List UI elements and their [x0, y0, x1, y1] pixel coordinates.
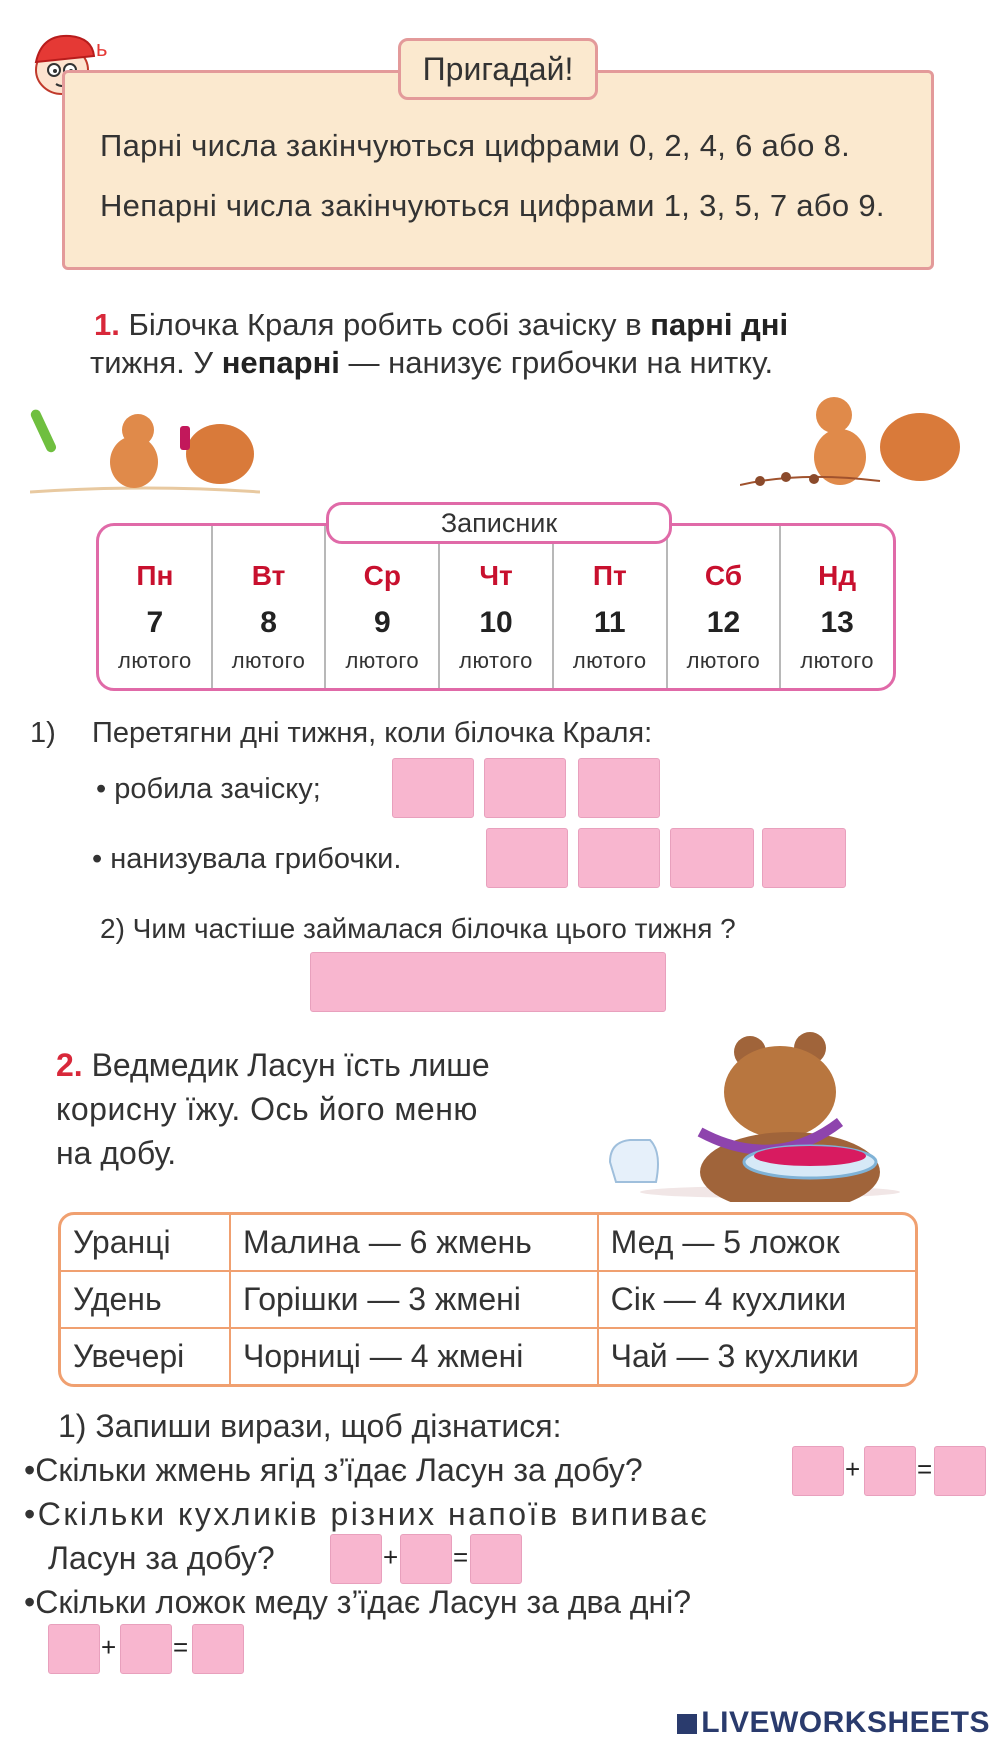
question-honey: •Скільки ложок меду з’їдає Ласун за два дні? [24, 1584, 692, 1620]
honey-term-1-input[interactable] [48, 1624, 100, 1674]
notebook-day-mon: Пн 7 лютого [99, 526, 213, 688]
drop-zone-hairdo-1[interactable] [392, 758, 474, 818]
menu-drink: Чай — 3 кухлики [598, 1328, 915, 1384]
drop-zone-mushrooms-1[interactable] [486, 828, 568, 888]
table-row [61, 1215, 915, 1271]
menu-time: Уранці [61, 1215, 230, 1271]
plus-sign: + [101, 1632, 117, 1662]
task2-line1: 2. Ведмедик Ласун їсть лише [56, 1047, 490, 1083]
drop-zone-hairdo-2[interactable] [484, 758, 566, 818]
task2-number: 2. [56, 1047, 83, 1083]
svg-text:ь: ь [96, 36, 108, 61]
notebook-day-fri: Пт 11 лютого [554, 526, 668, 688]
rule-odd: Непарні числа закінчуються цифрами 1, 3, 5, 7 або 9. [100, 188, 885, 223]
rule-even: Парні числа закінчуються цифрами 0, 2, 4, 6 або 8. [100, 128, 851, 163]
question-berries: •Скільки жмень ягід з’їдає Ласун за добу? [24, 1452, 643, 1488]
notebook-day-sat: Сб 12 лютого [668, 526, 782, 688]
notebook-day-sun: Нд 13 лютого [800, 560, 875, 673]
equals-sign: = [917, 1454, 933, 1484]
menu-table [58, 1212, 918, 1387]
plus-sign: + [383, 1542, 399, 1572]
notebook-table [96, 523, 896, 691]
menu-food: Чорниці — 4 жмені [230, 1328, 598, 1384]
task2-line3: на добу. [56, 1135, 177, 1171]
bullet-hairdo: • робила зачіску; [96, 773, 321, 805]
notebook-day-tue: Вт 8 лютого [213, 526, 327, 688]
drop-zone-mushrooms-4[interactable] [762, 828, 846, 888]
equals-sign: = [173, 1632, 189, 1662]
liveworksheets-logo: LIVEWORKSHEETS [677, 1706, 990, 1740]
menu-drink: Сік — 4 кухлики [598, 1271, 915, 1328]
drop-zone-answer[interactable] [310, 952, 666, 1012]
bear-eating-icon [600, 1022, 930, 1202]
menu-food: Горішки — 3 жмені [230, 1271, 598, 1328]
question-drinks-line2: Ласун за добу? [48, 1540, 275, 1576]
berries-result-input[interactable] [934, 1446, 986, 1496]
notebook-title: Записник [326, 502, 672, 544]
notebook-day-wed: Ср 9 лютого [326, 526, 440, 688]
drop-zone-hairdo-3[interactable] [578, 758, 660, 818]
logo-icon [677, 1714, 697, 1734]
honey-result-input[interactable] [192, 1624, 244, 1674]
menu-food: Малина — 6 жмень [230, 1215, 598, 1271]
bullet-mushrooms: • нанизувала грибочки. [92, 843, 402, 875]
drop-zone-mushrooms-3[interactable] [670, 828, 754, 888]
task1-line1: 1. Білочка Краля робить собі зачіску в парні дні [94, 307, 789, 342]
notebook-day-thu: Чт 10 лютого [440, 526, 554, 688]
task1-sub2-text: 2) Чим частіше займалася білочка цього тижня ? [100, 913, 736, 944]
task2-line2: корисну їжу. Ось його меню [56, 1091, 478, 1127]
task1-number: 1. [94, 307, 120, 342]
drop-zone-mushrooms-2[interactable] [578, 828, 660, 888]
remember-title: Пригадай! [398, 38, 598, 100]
table-row [61, 1328, 915, 1384]
berries-term-2-input[interactable] [864, 1446, 916, 1496]
plus-sign: + [845, 1454, 861, 1484]
drinks-term-1-input[interactable] [330, 1534, 382, 1584]
menu-drink: Мед — 5 ложок [598, 1215, 915, 1271]
menu-time: Увечері [61, 1328, 230, 1384]
equals-sign: = [453, 1542, 469, 1572]
squirrel-mushrooms-icon [740, 385, 980, 500]
remember-box [62, 70, 934, 270]
task1-sub1-text: Перетягни дні тижня, коли білочка Краля: [92, 717, 653, 749]
squirrel-brush-icon [30, 400, 260, 500]
table-row [61, 1271, 915, 1328]
drinks-term-2-input[interactable] [400, 1534, 452, 1584]
task1-line2: тижня. У непарні — нанизує грибочки на нитку. [90, 345, 774, 380]
honey-term-2-input[interactable] [120, 1624, 172, 1674]
task1-sub1-label: 1) [30, 717, 56, 749]
berries-term-1-input[interactable] [792, 1446, 844, 1496]
task2-sub1-text: 1) Запиши вирази, щоб дізнатися: [58, 1408, 562, 1444]
menu-time: Удень [61, 1271, 230, 1328]
drinks-result-input[interactable] [470, 1534, 522, 1584]
question-drinks-line1: •Скільки кухликів різних напоїв випиває [24, 1496, 710, 1532]
